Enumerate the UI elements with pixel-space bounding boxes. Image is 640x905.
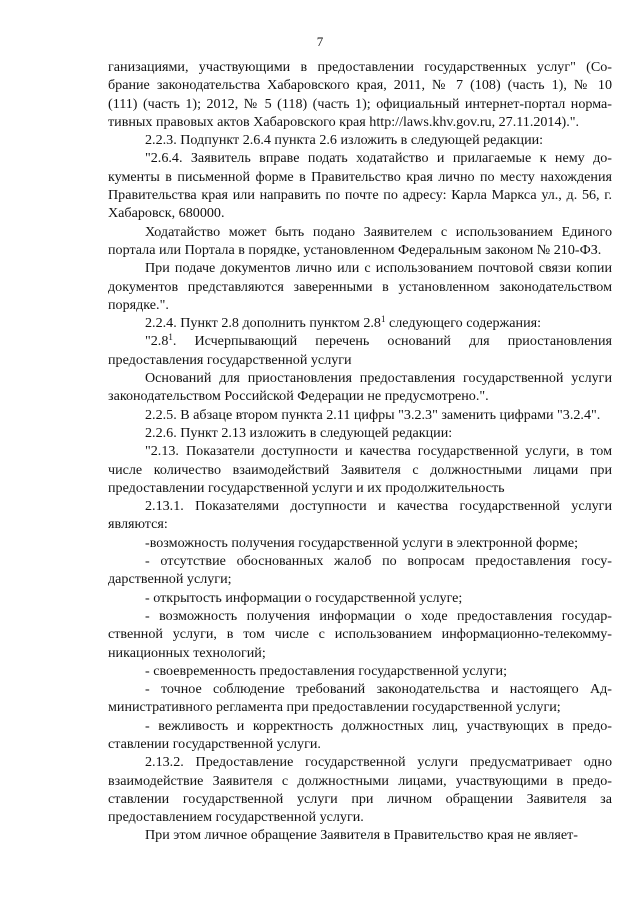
list-item: - возможность получения информации о ходе предоставления государственной услуги, в том числе с использованием информационно-телекоммуникационных технологий; — [108, 607, 612, 661]
text-line: ганизациями, участвующими в предоставлении государственных услуг" (Со- — [108, 59, 612, 75]
text-line: брание законодательства Хабаровского края, 2011, № 7 (108) (часть 1), № 10 — [108, 77, 612, 94]
list-item: - открытость информации о государственной услуге; — [145, 589, 463, 606]
text-span: . Исчерпывающий перечень оснований для приостановления предоставления государственной услуги — [108, 333, 612, 368]
text-line: (111) (часть 1); 2012, № 5 (118) (часть 1); официальный интернет-портал норма- — [108, 95, 612, 112]
list-item: - вежливость и корректность должностных лиц, участвующих в предоставлении государственной услуги. — [108, 717, 612, 752]
paragraph-citation — [108, 58, 612, 131]
paragraph-2-2-5: 2.2.5. В абзаце втором пункта 2.11 цифры "3.2.3" заменить цифрами "3.2.4". — [145, 406, 601, 423]
text-span: следующего содержания: — [385, 315, 542, 332]
paragraph-2-8-1 — [108, 332, 612, 369]
list-item: - точное соблюдение требований законодательства и настоящего Административного регламента при предоставлении государственной услуги; — [108, 681, 612, 716]
text-span: 2.2.4. Пункт 2.8 дополнить пунктом 2.8 — [145, 315, 381, 332]
paragraph-2-2-4 — [108, 314, 612, 332]
paragraph-2-2-6: 2.2.6. Пункт 2.13 изложить в следующей редакции: — [145, 424, 453, 441]
superscript: 1 — [380, 314, 386, 325]
paragraph-petition: Ходатайство может быть подано Заявителем с использованием Единого портала или Портала в порядке, установленном Федеральным законом № 210-ФЗ. — [108, 223, 612, 258]
list-item: - своевременность предоставления государственной услуги; — [145, 662, 507, 679]
text-span: "2.8 — [145, 333, 169, 350]
list-item: -возможность получения государственной услуги в электронной форме; — [145, 534, 579, 551]
document-body — [108, 58, 612, 845]
paragraph-2-13-2: 2.13.2. Предоставление государственной услуги предусматривает одно взаимодействие Заявителя с должностными лицами, участвующими в предоставлении государственной услуги при личном обращении Заявителя за предоставлением государственной услуги. — [108, 754, 612, 826]
superscript: 1 — [168, 332, 173, 343]
text-line: тивных правовых актов Хабаровского края http://laws.khv.gov.ru, 27.11.2014).". — [108, 113, 580, 130]
page-number: 7 — [316, 34, 324, 49]
list-item: - отсутствие обоснованных жалоб по вопросам предоставления государственной услуги; — [108, 553, 612, 588]
paragraph-2-13-1: 2.13.1. Показателями доступности и качества государственной услуги являются: — [108, 498, 612, 533]
paragraph-personal-appeal: При этом личное обращение Заявителя в Правительство края не являет- — [145, 827, 579, 844]
paragraph-documents: При подаче документов лично или с использованием почтовой связи копии документов представляются заверенными в установленном законодательством порядке.". — [108, 260, 612, 313]
paragraph-2-2-3: 2.2.3. Подпункт 2.6.4 пункта 2.6 изложить в следующей редакции: — [145, 132, 544, 149]
paragraph-no-grounds: Оснований для приостановления предоставления государственной услуги законодательством Российской Федерации не предусмотрено.". — [108, 370, 612, 405]
paragraph-2-13: "2.13. Показатели доступности и качества государственной услуги, в том числе количество взаимодействий Заявителя с должностными лицами при предоставлении государственной услуги и их продолжительность — [108, 443, 612, 496]
paragraph-2-6-4: "2.6.4. Заявитель вправе подать ходатайство и прилагаемые к нему документы в письменной форме в Правительство края лично по месту нахождения Правительства края или направить по почте по адресу: Карла Маркса ул., д. 56, г. Хабаровск, 680000. — [108, 150, 612, 222]
